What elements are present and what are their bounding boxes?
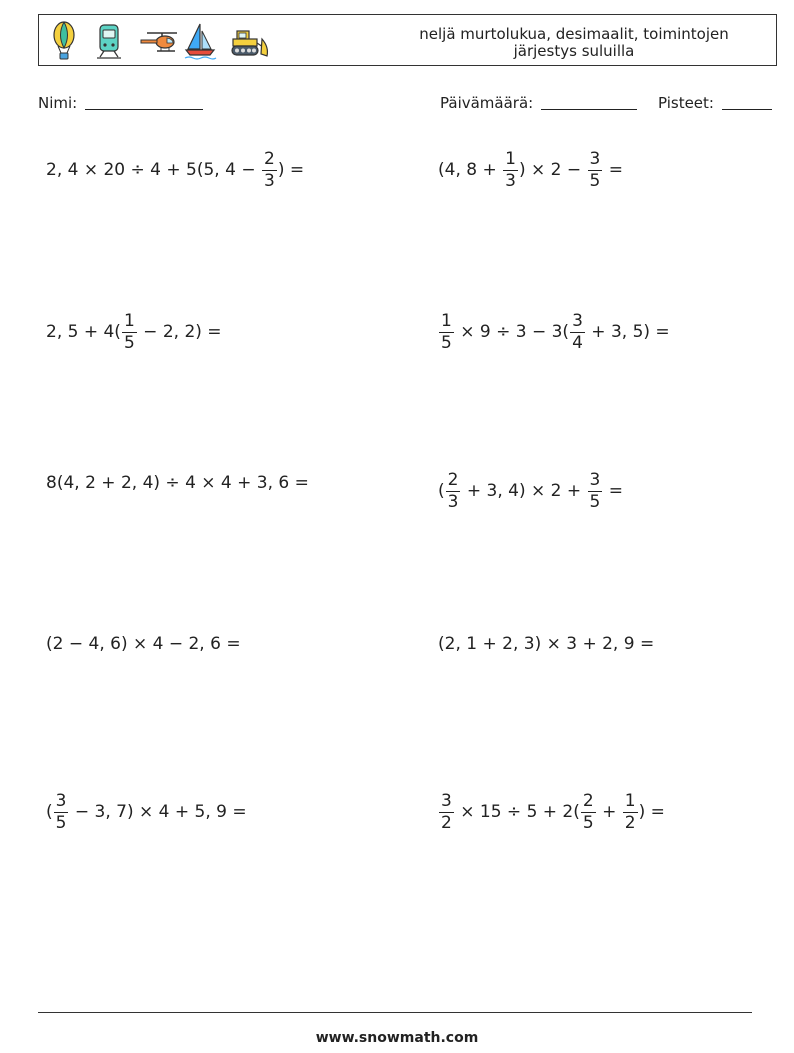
fraction-denominator: 3 bbox=[263, 170, 275, 191]
fraction-numerator: 3 bbox=[441, 790, 452, 811]
fraction-denominator: 5 bbox=[441, 332, 452, 353]
expression-text: = bbox=[603, 481, 623, 501]
fraction-numerator: 3 bbox=[55, 790, 67, 811]
fraction bbox=[122, 310, 137, 353]
fraction bbox=[588, 148, 603, 191]
expression-text: ) = bbox=[638, 802, 665, 822]
fraction-denominator: 3 bbox=[505, 170, 516, 191]
score-label: Pisteet: bbox=[658, 94, 714, 112]
fraction-denominator: 5 bbox=[582, 812, 594, 833]
expression-text: + bbox=[596, 802, 622, 822]
date-blank[interactable] bbox=[541, 95, 637, 110]
fraction-denominator: 2 bbox=[441, 812, 452, 833]
sailboat-icon bbox=[183, 21, 217, 61]
expression-text: 2, 5 + 4( bbox=[46, 322, 121, 342]
expression-text: × 15 ÷ 5 + 2( bbox=[454, 802, 580, 822]
expression-text: 8(4, 2 + 2, 4) ÷ 4 × 4 + 3, 6 = bbox=[46, 473, 309, 493]
name-field bbox=[38, 94, 203, 112]
problem-4 bbox=[438, 307, 670, 357]
fraction-denominator: 2 bbox=[624, 812, 636, 833]
expression-text: + 3, 4) × 2 + bbox=[461, 481, 587, 501]
expression-text: ) = bbox=[277, 160, 305, 180]
expression-text: ( bbox=[46, 802, 53, 822]
fraction-denominator: 5 bbox=[589, 170, 601, 191]
expression-text: = bbox=[603, 160, 623, 180]
footer-divider bbox=[38, 1012, 752, 1013]
problem-1 bbox=[46, 145, 304, 195]
fraction bbox=[439, 310, 454, 353]
bulldozer-icon bbox=[229, 21, 271, 61]
title-line-1: neljä murtolukua, desimaalit, toimintojen bbox=[419, 25, 729, 43]
fraction-numerator: 1 bbox=[123, 310, 135, 331]
expression-text: − 3, 7) × 4 + 5, 9 = bbox=[69, 802, 247, 822]
expression-text: 2, 4 × 20 ÷ 4 + 5(5, 4 − bbox=[46, 160, 261, 180]
footer-url[interactable]: www.snowmath.com bbox=[315, 1030, 479, 1046]
problem-5 bbox=[46, 458, 309, 508]
problem-6 bbox=[438, 466, 623, 516]
problem-9 bbox=[46, 787, 247, 837]
problem-10 bbox=[438, 787, 665, 837]
fraction bbox=[439, 790, 454, 833]
expression-text: ( bbox=[438, 481, 445, 501]
expression-text: ) × 2 − bbox=[518, 160, 587, 180]
fraction bbox=[503, 148, 518, 191]
fraction-numerator: 1 bbox=[505, 148, 516, 169]
tram-icon bbox=[95, 21, 123, 61]
helicopter-icon bbox=[139, 21, 181, 61]
expression-text: (2, 1 + 2, 3) × 3 + 2, 9 = bbox=[438, 634, 655, 654]
problem-3 bbox=[46, 307, 222, 357]
fraction bbox=[588, 469, 603, 512]
worksheet-title bbox=[394, 26, 754, 60]
fraction-denominator: 5 bbox=[55, 812, 67, 833]
fraction-numerator: 3 bbox=[589, 469, 601, 490]
fraction-denominator: 4 bbox=[572, 332, 583, 353]
problem-8 bbox=[438, 619, 654, 669]
fraction-denominator: 5 bbox=[123, 332, 135, 353]
fraction-numerator: 3 bbox=[589, 148, 601, 169]
worksheet-header bbox=[38, 14, 777, 66]
name-blank[interactable] bbox=[85, 95, 203, 110]
date-label: Päivämäärä: bbox=[440, 94, 534, 112]
fraction-numerator: 2 bbox=[582, 790, 594, 811]
fraction-denominator: 5 bbox=[589, 491, 601, 512]
fraction bbox=[581, 790, 596, 833]
fraction bbox=[623, 790, 638, 833]
expression-text: (2 − 4, 6) × 4 − 2, 6 = bbox=[46, 634, 241, 654]
fraction bbox=[446, 469, 461, 512]
problem-2 bbox=[438, 145, 623, 195]
fraction-numerator: 2 bbox=[447, 469, 459, 490]
fraction bbox=[54, 790, 69, 833]
expression-text: + 3, 5) = bbox=[585, 322, 670, 342]
fraction-numerator: 1 bbox=[624, 790, 636, 811]
date-field bbox=[440, 94, 637, 112]
expression-text: × 9 ÷ 3 − 3( bbox=[454, 322, 570, 342]
fraction bbox=[262, 148, 277, 191]
hot-air-balloon-icon bbox=[51, 21, 77, 61]
fraction bbox=[570, 310, 585, 353]
fraction-numerator: 3 bbox=[572, 310, 583, 331]
score-field bbox=[658, 94, 772, 112]
expression-text: − 2, 2) = bbox=[137, 322, 222, 342]
fraction-numerator: 1 bbox=[441, 310, 452, 331]
problem-7 bbox=[46, 619, 241, 669]
title-line-2: järjestys suluilla bbox=[513, 42, 635, 60]
fraction-denominator: 3 bbox=[447, 491, 459, 512]
score-blank[interactable] bbox=[722, 95, 772, 110]
fraction-numerator: 2 bbox=[263, 148, 275, 169]
expression-text: (4, 8 + bbox=[438, 160, 503, 180]
name-label: Nimi: bbox=[38, 94, 78, 112]
